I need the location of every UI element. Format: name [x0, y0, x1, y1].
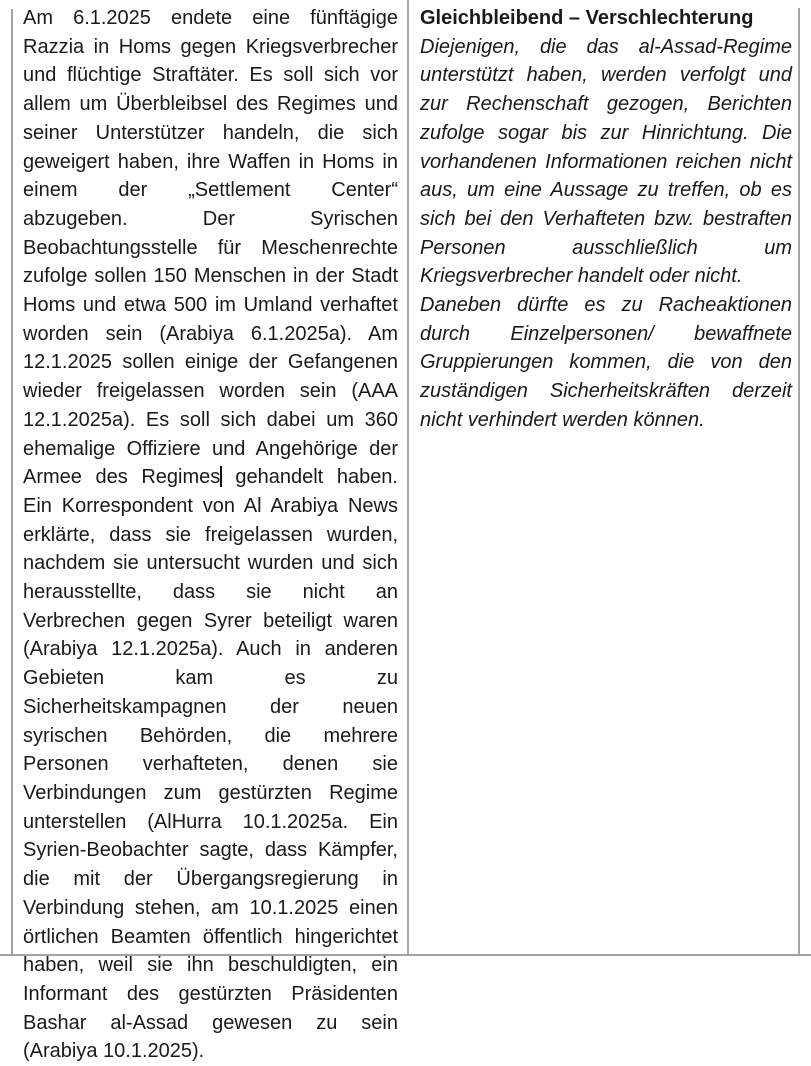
report-text-after-cursor: gehandelt haben. Ein Korrespondent von Al Arabiya News erklärte, dass sie freigelassen wurden, nachdem sie untersucht wurden und sich herausstellte, dass sie nicht an Verbrechen gegen Syrer beteiligt waren (Arabiya 12.1.2025a). Auch in anderen Gebieten kam es zu Sicherheitskampagnen der neuen syrischen Behörden, die mehrere Personen verhafteten, denen sie Verbindungen zum gestürzten Regime unterstellen (AlHurra 10.1.2025a. Ein Syrien-Beobachter sagte, dass Kämpfer, die mit der Übergangsregierung in Verbindung stehen, am 10.1.2025 einen örtlichen Beamten öffentlich hingerichtet haben, weil sie ihn beschuldigten, ein Informant des gestürzten Präsidenten Bashar al-Assad gewesen zu sein (Arabiya 10.1.2025).: [23, 466, 398, 1063]
table-column-divider: [407, 0, 409, 956]
right-column-cell[interactable]: [420, 4, 792, 435]
assessment-heading: Gleichbleibend – Verschlechterung: [420, 7, 754, 29]
table-border-right: [798, 8, 800, 956]
event-report-paragraph[interactable]: [23, 4, 398, 1066]
assessment-paragraph-1[interactable]: Diejenigen, die das al-Assad-Regime unterstützt haben, werden verfolgt und zur Rechenschaft gezogen, Berichten zufolge sogar bis zur Hinrichtung. Die vorhandenen Informationen reichen nicht aus, um eine Aussage zu treffen, ob es sich bei den Verhafteten bzw. bestraften Personen ausschließlich um Kriegsverbrecher handelt oder nicht.: [420, 35, 792, 288]
report-text-before-cursor: Am 6.1.2025 endete eine fünftägige Razzia in Homs gegen Kriegsverbrecher und flüchtige Straftäter. Es soll sich vor allem um Überbleibsel des Regimes und seiner Unterstützer handeln, die sich geweigert haben, ihre Waffen in Homs in einem der „Settlement Center“ abzugeben. Der Syrischen Beobachtungsstelle für Meschenrechte zufolge sollen 150 Menschen in der Stadt Homs und etwa 500 im Umland verhaftet worden sein (Arabiya 6.1.2025a). Am 12.1.2025 sollen einige der Gefangenen wieder freigelassen worden sein (AAA 12.1.2025a). Es soll sich dabei um 360 ehemalige Offiziere und Angehörige der Armee des Regimes: [23, 7, 398, 489]
left-column-cell[interactable]: [23, 4, 398, 1066]
table-border-left: [11, 9, 13, 956]
assessment-paragraph-2[interactable]: Daneben dürfte es zu Racheaktionen durch Einzelpersonen/ bewaffnete Gruppierungen kommen, die von den zuständigen Sicherheitskräften derzeit nicht verhindert werden können.: [420, 294, 792, 431]
